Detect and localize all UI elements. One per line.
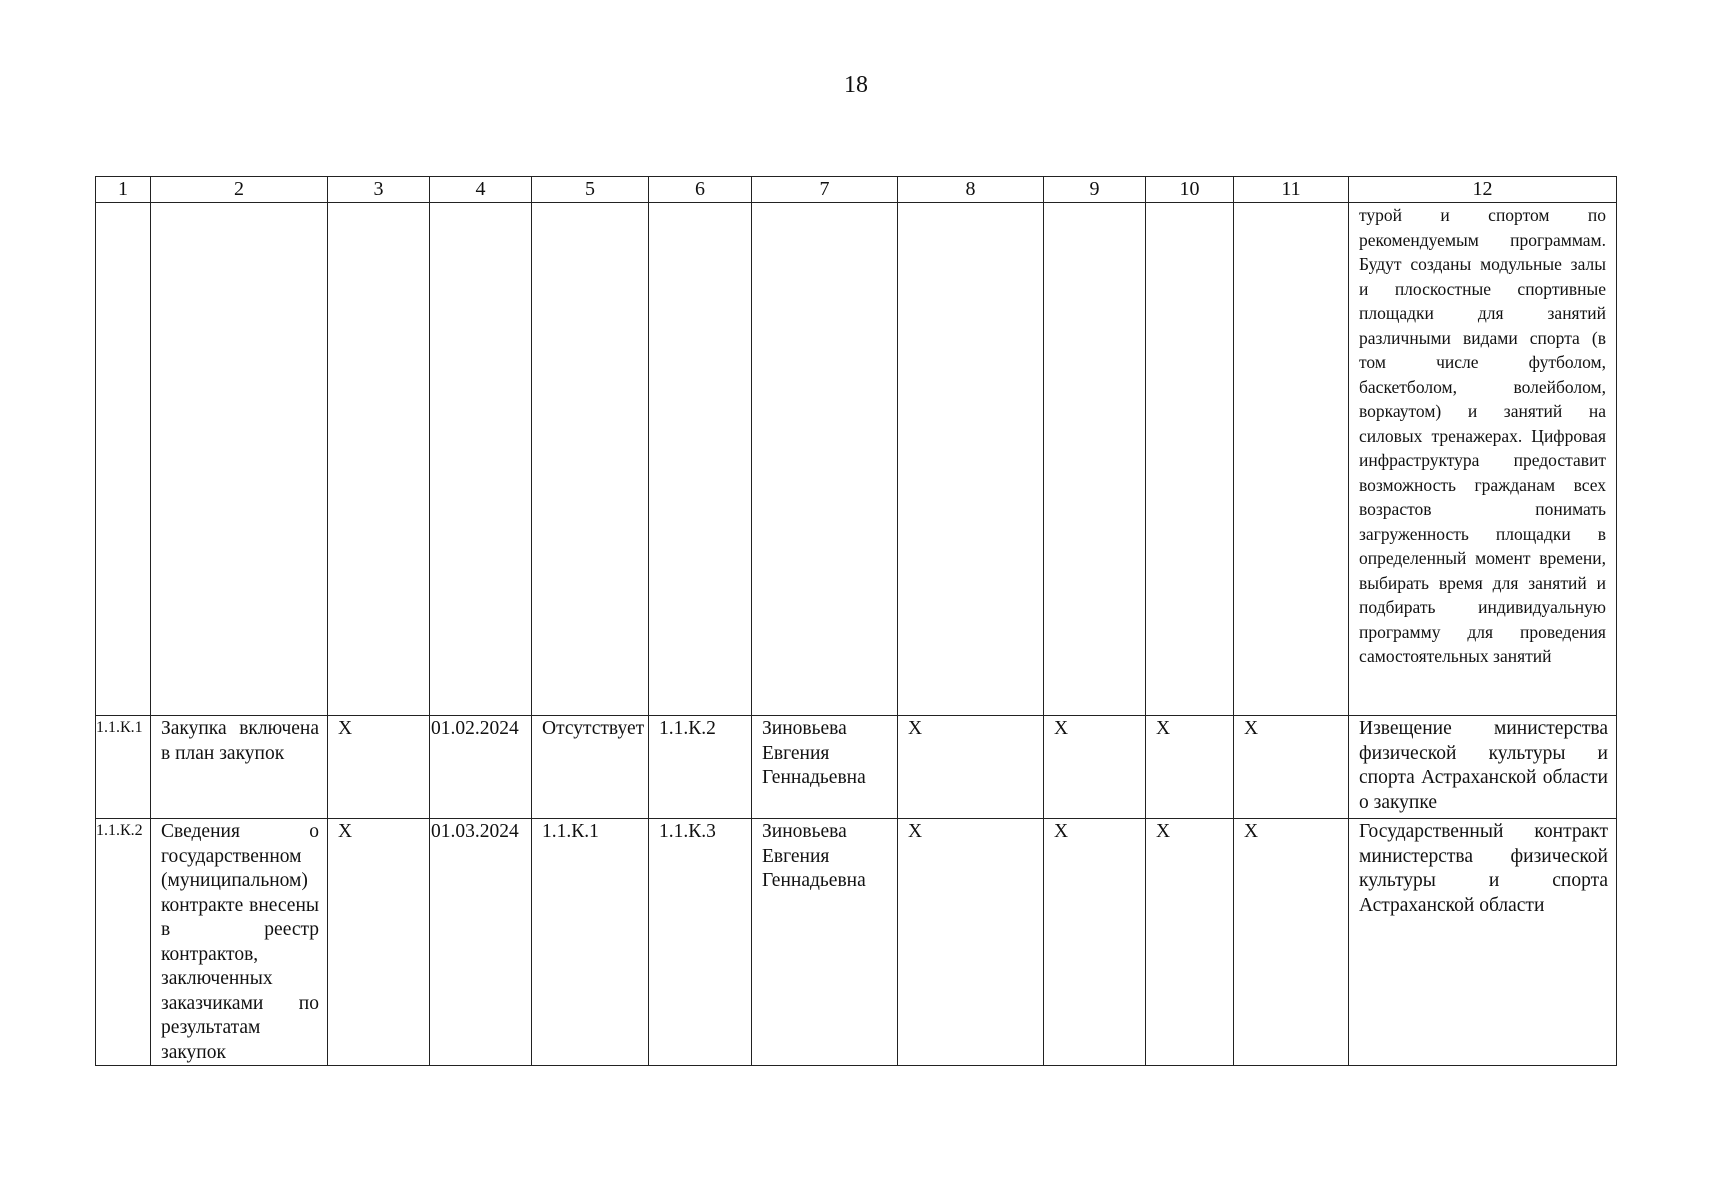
empty-cell xyxy=(1044,203,1146,716)
column-header-5: 5 xyxy=(532,177,649,203)
col8-value: X xyxy=(908,821,923,842)
row-name: Закупка включена в план закупок xyxy=(161,718,319,764)
empty-cell xyxy=(151,203,328,716)
next-value: 1.1.К.2 xyxy=(659,718,716,739)
col9-cell xyxy=(1044,819,1146,1066)
name-cell xyxy=(151,819,328,1066)
col3-cell xyxy=(328,819,430,1066)
doc-cell xyxy=(1349,819,1617,1066)
date-value: 01.03.2024 xyxy=(431,821,519,842)
col8-cell xyxy=(898,716,1044,819)
col10-cell xyxy=(1146,716,1234,819)
empty-cell xyxy=(649,203,752,716)
column-header-4: 4 xyxy=(430,177,532,203)
next-cell xyxy=(649,819,752,1066)
name-cell xyxy=(151,716,328,819)
col11-cell xyxy=(1234,716,1349,819)
prev-cell xyxy=(532,716,649,819)
col3-value: X xyxy=(338,718,353,739)
empty-cell xyxy=(430,203,532,716)
empty-cell xyxy=(752,203,898,716)
row-code: 1.1.К.1 xyxy=(96,719,143,736)
code-cell xyxy=(96,819,151,1066)
code-cell xyxy=(96,716,151,819)
col11-value: X xyxy=(1244,718,1259,739)
col9-value: X xyxy=(1054,821,1069,842)
column-header-7: 7 xyxy=(752,177,898,203)
col11-cell xyxy=(1234,819,1349,1066)
col3-cell xyxy=(328,716,430,819)
date-value: 01.02.2024 xyxy=(431,718,519,739)
column-header-10: 10 xyxy=(1146,177,1234,203)
header-row xyxy=(96,177,1617,203)
date-cell xyxy=(430,819,532,1066)
col9-value: X xyxy=(1054,718,1069,739)
col8-cell xyxy=(898,819,1044,1066)
col11-value: X xyxy=(1244,821,1259,842)
table-row xyxy=(96,716,1617,819)
column-header-11: 11 xyxy=(1234,177,1349,203)
prev-cell xyxy=(532,819,649,1066)
col10-value: X xyxy=(1156,821,1171,842)
row-code: 1.1.К.2 xyxy=(96,822,143,839)
next-cell xyxy=(649,716,752,819)
continuation-row xyxy=(96,203,1617,716)
col10-cell xyxy=(1146,819,1234,1066)
continued-description-cell xyxy=(1349,203,1617,716)
col9-cell xyxy=(1044,716,1146,819)
prev-value: Отсутствует xyxy=(542,718,645,739)
person-cell xyxy=(752,819,898,1066)
column-header-9: 9 xyxy=(1044,177,1146,203)
empty-cell xyxy=(1234,203,1349,716)
person-value: Зиновьева Евгения Геннадьевна xyxy=(762,718,866,788)
column-header-1: 1 xyxy=(96,177,151,203)
empty-cell xyxy=(328,203,430,716)
column-header-3: 3 xyxy=(328,177,430,203)
doc-value: Государственный контракт министерства физической культуры и спорта Астраханской области xyxy=(1359,821,1608,916)
control-points-table xyxy=(95,176,1617,1066)
empty-cell xyxy=(898,203,1044,716)
doc-cell xyxy=(1349,716,1617,819)
doc-value: Извещение министерства физической культуры и спорта Астраханской области о закупке xyxy=(1359,718,1608,813)
date-cell xyxy=(430,716,532,819)
next-value: 1.1.К.3 xyxy=(659,821,716,842)
column-header-2: 2 xyxy=(151,177,328,203)
col3-value: X xyxy=(338,821,353,842)
col8-value: X xyxy=(908,718,923,739)
person-cell xyxy=(752,716,898,819)
column-header-12: 12 xyxy=(1349,177,1617,203)
col10-value: X xyxy=(1156,718,1171,739)
column-header-8: 8 xyxy=(898,177,1044,203)
person-value: Зиновьева Евгения Геннадьевна xyxy=(762,821,866,891)
column-header-6: 6 xyxy=(649,177,752,203)
table-row xyxy=(96,819,1617,1066)
continued-description-text: турой и спортом по рекомендуемым программам. Будут созданы модульные залы и плоскостные спортивные площадки для занятий различными видами спорта (в том числе футболом, баскетболом, волейболом, воркаутом) и занятий на силовых тренажерах. Цифровая инфраструктура предоставит возможность гражданам всех возрастов понимать загруженность площадки в определенный момент времени, выбирать время для занятий и подбирать индивидуальную программу для проведения самостоятельных занятий xyxy=(1359,205,1606,666)
empty-cell xyxy=(96,203,151,716)
prev-value: 1.1.К.1 xyxy=(542,821,599,842)
row-name: Сведения о государственном (муниципальном) контракте внесены в реестр контрактов, заключенных заказчиками по результатам закупок xyxy=(161,821,319,1063)
empty-cell xyxy=(532,203,649,716)
page-number: 18 xyxy=(844,72,868,98)
empty-cell xyxy=(1146,203,1234,716)
